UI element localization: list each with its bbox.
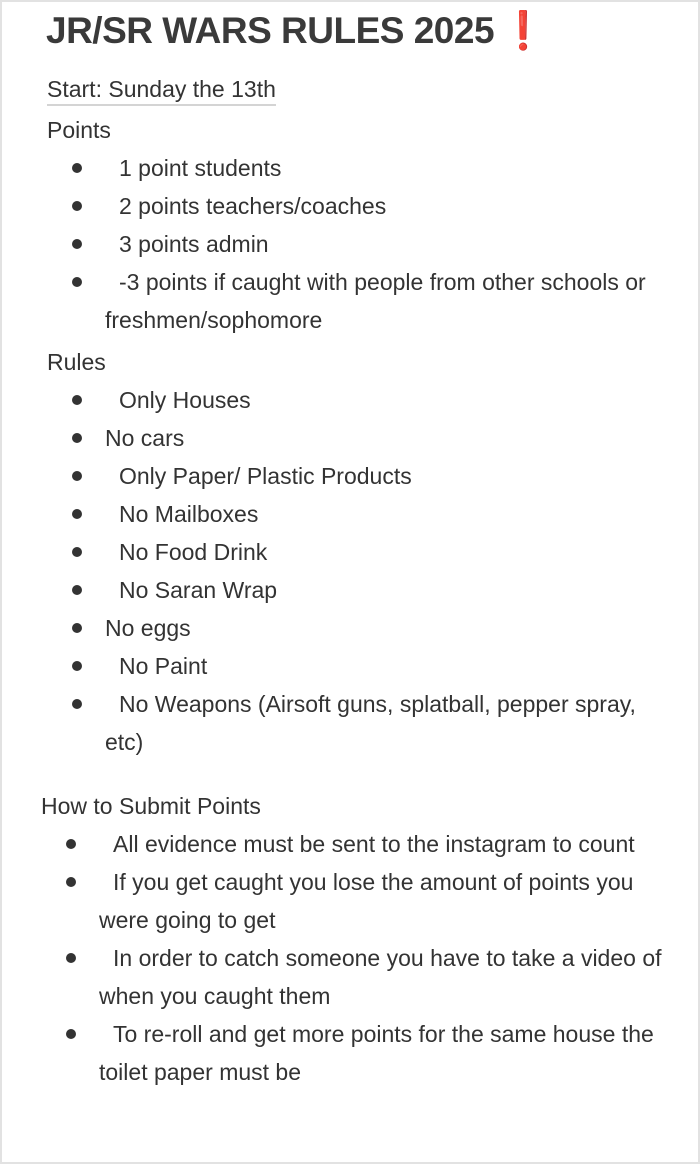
bullet-icon xyxy=(72,239,82,249)
bullet-icon xyxy=(72,623,82,633)
list-item-text: All evidence must be sent to the instagram to count xyxy=(113,831,635,857)
list-item-text: No Mailboxes xyxy=(119,501,259,527)
list-item xyxy=(0,825,674,863)
title-text: JR/SR WARS RULES 2025 xyxy=(46,10,495,51)
list-item xyxy=(0,263,665,339)
list-item-text: Only Houses xyxy=(119,387,251,413)
bullet-icon xyxy=(72,163,82,173)
list-item-text: In order to catch someone you have to take a video of when you caught them xyxy=(99,945,662,1009)
bullet-icon xyxy=(72,433,82,443)
section-heading: Rules xyxy=(47,349,106,375)
bullet-icon xyxy=(72,661,82,671)
list-item xyxy=(0,457,665,495)
list-item xyxy=(0,225,665,263)
bullet-list xyxy=(0,381,700,761)
list-item xyxy=(0,609,665,647)
start-date: Start: Sunday the 13th xyxy=(47,74,276,106)
bullet-icon xyxy=(72,395,82,405)
bullet-icon xyxy=(66,1029,76,1039)
section-heading: How to Submit Points xyxy=(41,793,261,819)
bullet-icon xyxy=(66,839,76,849)
list-item xyxy=(0,863,674,939)
bullet-icon xyxy=(72,509,82,519)
list-item xyxy=(0,495,665,533)
list-item xyxy=(0,419,665,457)
bullet-icon xyxy=(72,277,82,287)
list-item xyxy=(0,381,665,419)
list-item-text: 1 point students xyxy=(119,155,282,181)
bullet-icon xyxy=(66,953,76,963)
list-item xyxy=(0,187,665,225)
note-title xyxy=(46,10,546,53)
list-item-text: 2 points teachers/coaches xyxy=(119,193,387,219)
bullet-icon xyxy=(72,547,82,557)
list-item xyxy=(0,149,665,187)
bullet-list xyxy=(0,149,700,339)
list-item xyxy=(0,939,674,1015)
list-item xyxy=(0,533,665,571)
list-item-text: No cars xyxy=(105,425,185,451)
bullet-list xyxy=(0,825,700,1091)
list-item-text: Only Paper/ Plastic Products xyxy=(119,463,412,489)
bullet-icon xyxy=(72,471,82,481)
list-item-text: If you get caught you lose the amount of points you were going to get xyxy=(99,869,634,933)
points-section xyxy=(0,111,700,339)
rules-section xyxy=(0,343,700,761)
list-item xyxy=(0,647,665,685)
list-item xyxy=(0,685,665,761)
list-item xyxy=(0,1015,674,1091)
list-item-text: 3 points admin xyxy=(119,231,269,257)
list-item-text: No Saran Wrap xyxy=(119,577,278,603)
list-item-text: No Food Drink xyxy=(119,539,268,565)
list-item-text: No Weapons (Airsoft guns, splatball, pepper spray, etc) xyxy=(105,691,636,755)
list-item-text: No Paint xyxy=(119,653,208,679)
exclamation-icon: ❗ xyxy=(500,10,546,51)
bullet-icon xyxy=(72,201,82,211)
list-item-text: To re-roll and get more points for the same house the toilet paper must be xyxy=(99,1021,654,1085)
submit-section xyxy=(0,787,700,1091)
list-item xyxy=(0,571,665,609)
bullet-icon xyxy=(72,585,82,595)
list-item-text: No eggs xyxy=(105,615,191,641)
bullet-icon xyxy=(66,877,76,887)
bullet-icon xyxy=(72,699,82,709)
section-heading: Points xyxy=(47,117,111,143)
list-item-text: -3 points if caught with people from other schools or freshmen/sophomore xyxy=(105,269,646,333)
